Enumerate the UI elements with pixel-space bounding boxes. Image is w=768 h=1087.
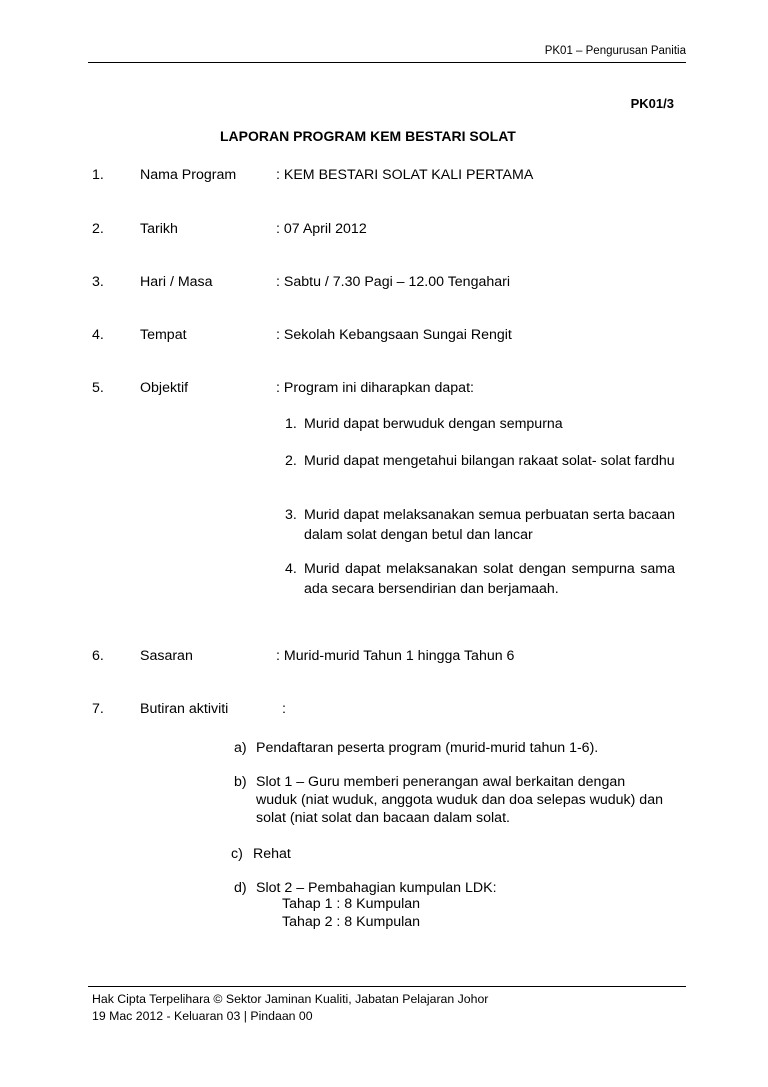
activity-text: Slot 2 – Pembahagian kumpulan LDK: [256, 880, 497, 896]
row-label: Tarikh [140, 221, 178, 237]
document-number: PK01/3 [630, 96, 674, 111]
row-label: Tempat [140, 327, 187, 343]
row-label: Butiran aktiviti [140, 701, 229, 717]
activity-item [234, 773, 664, 827]
objective-number: 4. [285, 561, 297, 577]
activity-item [231, 845, 671, 863]
group-line: Tahap 1 : 8 Kumpulan [282, 896, 421, 912]
row-number: 5. [92, 380, 104, 396]
row-number: 1. [92, 167, 104, 183]
activity-letter: a) [234, 740, 247, 756]
row-number: 6. [92, 648, 104, 664]
row-label: Hari / Masa [140, 274, 213, 290]
row-value: : 07 April 2012 [276, 221, 367, 237]
row-value: : [282, 701, 286, 717]
objective-number: 2. [285, 453, 297, 469]
objective-text: Murid dapat mengetahui bilangan rakaat solat- solat fardhu [304, 453, 675, 469]
row-value: : Sabtu / 7.30 Pagi – 12.00 Tengahari [276, 274, 511, 290]
objective-text: Murid dapat berwuduk dengan sempurna [304, 416, 563, 432]
footer-divider [88, 986, 686, 987]
page-header-text: PK01 – Pengurusan Panitia [544, 45, 686, 57]
objective-number: 3. [285, 507, 297, 523]
activity-item [234, 739, 674, 757]
footer-copyright: Hak Cipta Terpelihara © Sektor Jaminan Kualiti, Jabatan Pelajaran Johor [92, 992, 489, 1006]
objective-item [285, 414, 675, 434]
objective-number: 1. [285, 416, 297, 432]
row-label: Sasaran [140, 648, 193, 664]
row-label: Nama Program [140, 167, 237, 183]
activity-letter: c) [231, 846, 243, 862]
report-title: LAPORAN PROGRAM KEM BESTARI SOLAT [220, 128, 516, 144]
activity-text: Rehat [253, 846, 291, 862]
row-value: : Sekolah Kebangsaan Sungai Rengit [276, 327, 512, 343]
row-number: 2. [92, 221, 104, 237]
activity-text: Pendaftaran peserta program (murid-murid tahun 1-6). [256, 740, 599, 756]
objective-item [285, 451, 675, 471]
footer-issue-info: 19 Mac 2012 - Keluaran 03 | Pindaan 00 [92, 1009, 313, 1023]
row-number: 4. [92, 327, 104, 343]
activity-letter: d) [234, 880, 247, 896]
row-value: : KEM BESTARI SOLAT KALI PERTAMA [276, 167, 534, 183]
objective-item [285, 505, 675, 545]
row-value: : Program ini diharapkan dapat: [276, 380, 474, 396]
row-label: Objektif [140, 380, 189, 396]
objective-text: Murid dapat melaksanakan semua perbuatan serta bacaan dalam solat dengan betul dan lancar [304, 507, 675, 543]
row-number: 7. [92, 701, 104, 717]
activity-text: Slot 1 – Guru memberi penerangan awal berkaitan dengan wuduk (niat wuduk, anggota wuduk dan doa selepas wuduk) dan solat (niat solat dan bacaan dalam solat. [256, 774, 663, 826]
activity-letter: b) [234, 774, 247, 790]
group-line: Tahap 2 : 8 Kumpulan [282, 914, 421, 930]
row-number: 3. [92, 274, 104, 290]
header-divider [88, 62, 686, 63]
activity-item [234, 879, 674, 897]
objective-item [285, 559, 675, 599]
row-value: : Murid-murid Tahun 1 hingga Tahun 6 [276, 648, 515, 664]
objective-text: Murid dapat melaksanakan solat dengan sempurna sama ada secara bersendirian dan berjamaah. [304, 561, 675, 597]
